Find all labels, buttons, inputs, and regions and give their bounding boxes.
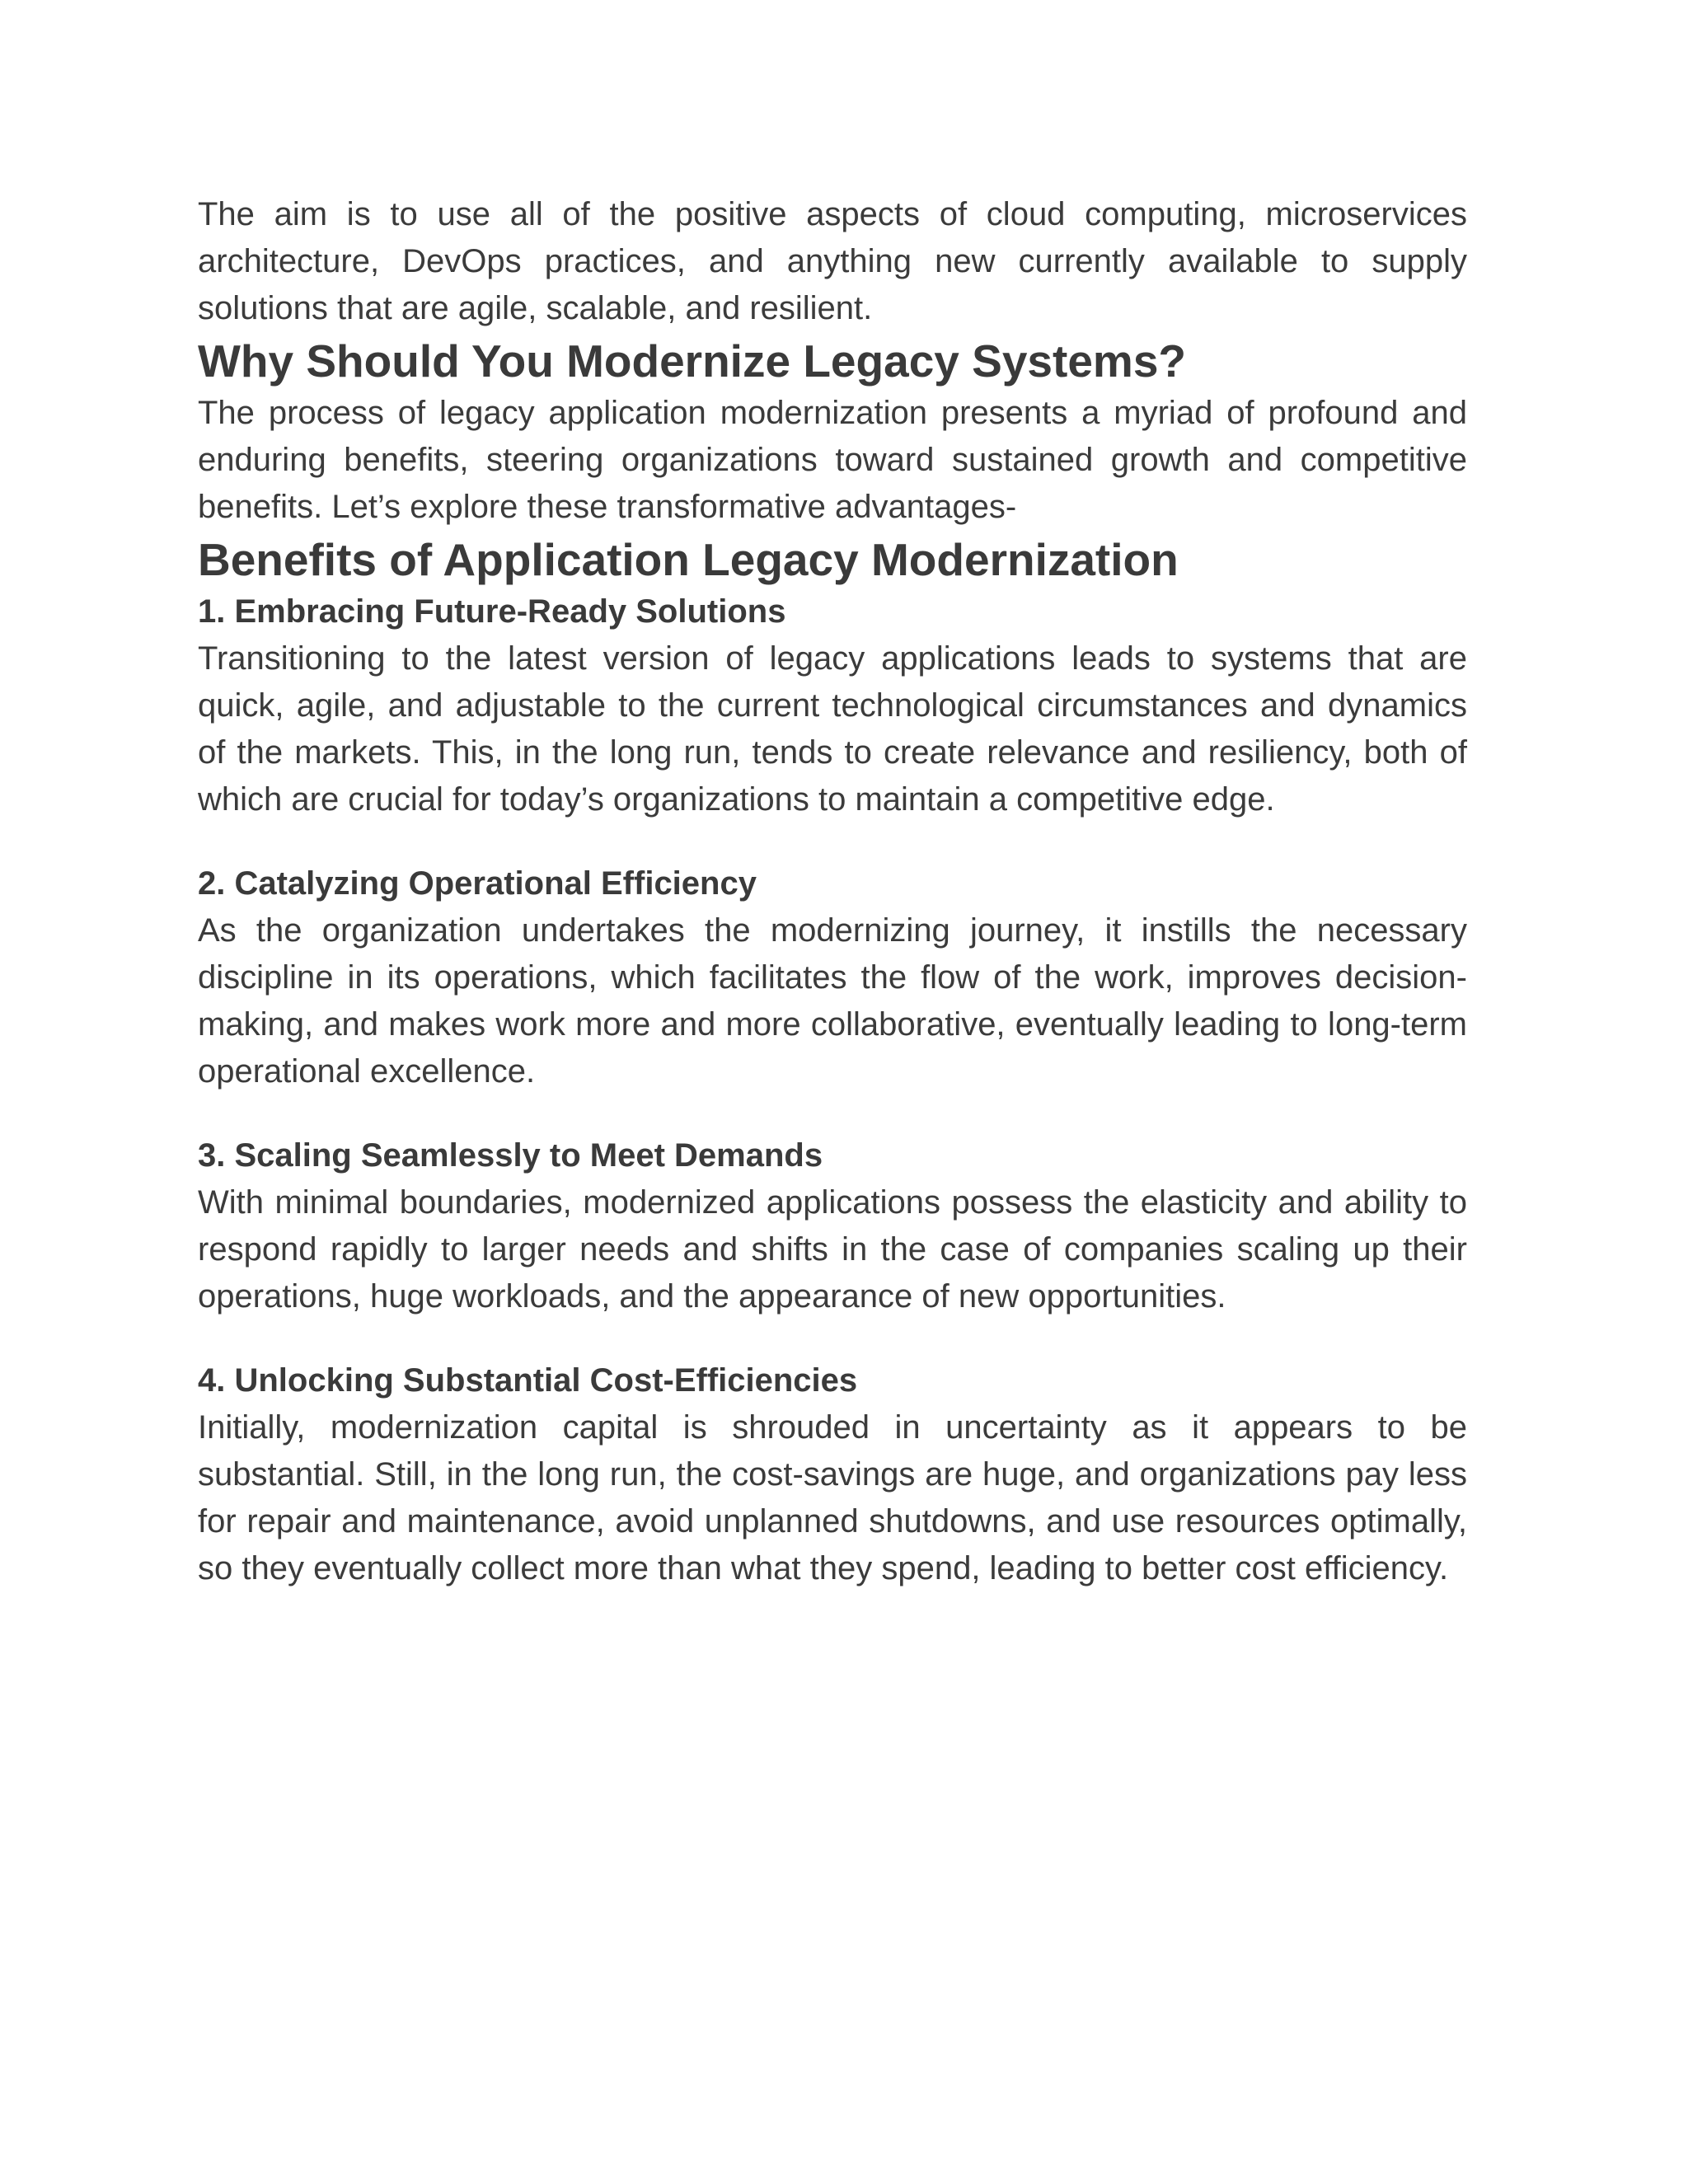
- benefit-item: [198, 1357, 1467, 1592]
- benefit-text: Initially, modernization capital is shrouded in uncertainty as it appears to be substantial. Still, in the long run, the cost-savings are huge, and organizations pay less for repair and maintenance, avoid unplanned shutdowns, and use resources optimally, so they eventually collect more than what they spend, leading to better cost efficiency.: [198, 1409, 1467, 1586]
- benefit-item: [198, 860, 1467, 1095]
- benefit-item: [198, 588, 1467, 823]
- benefit-title: 3. Scaling Seamlessly to Meet Demands: [198, 1137, 823, 1174]
- benefit-text: Transitioning to the latest version of legacy applications leads to systems that are quick, agile, and adjustable to the current technological circumstances and dynamics of the markets. This, in the long run, tends to create relevance and resiliency, both of which are crucial for today’s organizations to maintain a competitive edge.: [198, 640, 1467, 818]
- benefit-text: With minimal boundaries, modernized applications possess the elasticity and ability to respond rapidly to larger needs and shifts in the case of companies scaling up their operations, huge workloads, and the appearance of new opportunities.: [198, 1184, 1467, 1315]
- benefit-title: 4. Unlocking Substantial Cost-Efficiencies: [198, 1362, 858, 1399]
- benefit-title: 2. Catalyzing Operational Efficiency: [198, 865, 757, 902]
- benefit-text: As the organization undertakes the modernizing journey, it instills the necessary discipline in its operations, which facilitates the flow of the work, improves decision-making, and makes work more and more collaborative, eventually leading to long-term operational excellence.: [198, 912, 1467, 1090]
- intro-paragraph: The aim is to use all of the positive aspects of cloud computing, microservices architecture, DevOps practices, and anything new currently available to supply solutions that are agile, scalable, and resilient.: [198, 196, 1467, 326]
- why-modernize-paragraph: The process of legacy application modernization presents a myriad of profound and enduring benefits, steering organizations toward sustained growth and competitive benefits. Let’s explore these transformative advantages-: [198, 395, 1467, 525]
- why-modernize-heading: Why Should You Modernize Legacy Systems?: [198, 335, 1187, 387]
- benefit-title: 1. Embracing Future-Ready Solutions: [198, 593, 786, 630]
- benefit-item: [198, 1132, 1467, 1320]
- document-page: [198, 191, 1467, 1592]
- benefits-heading: Benefits of Application Legacy Modernization: [198, 534, 1179, 585]
